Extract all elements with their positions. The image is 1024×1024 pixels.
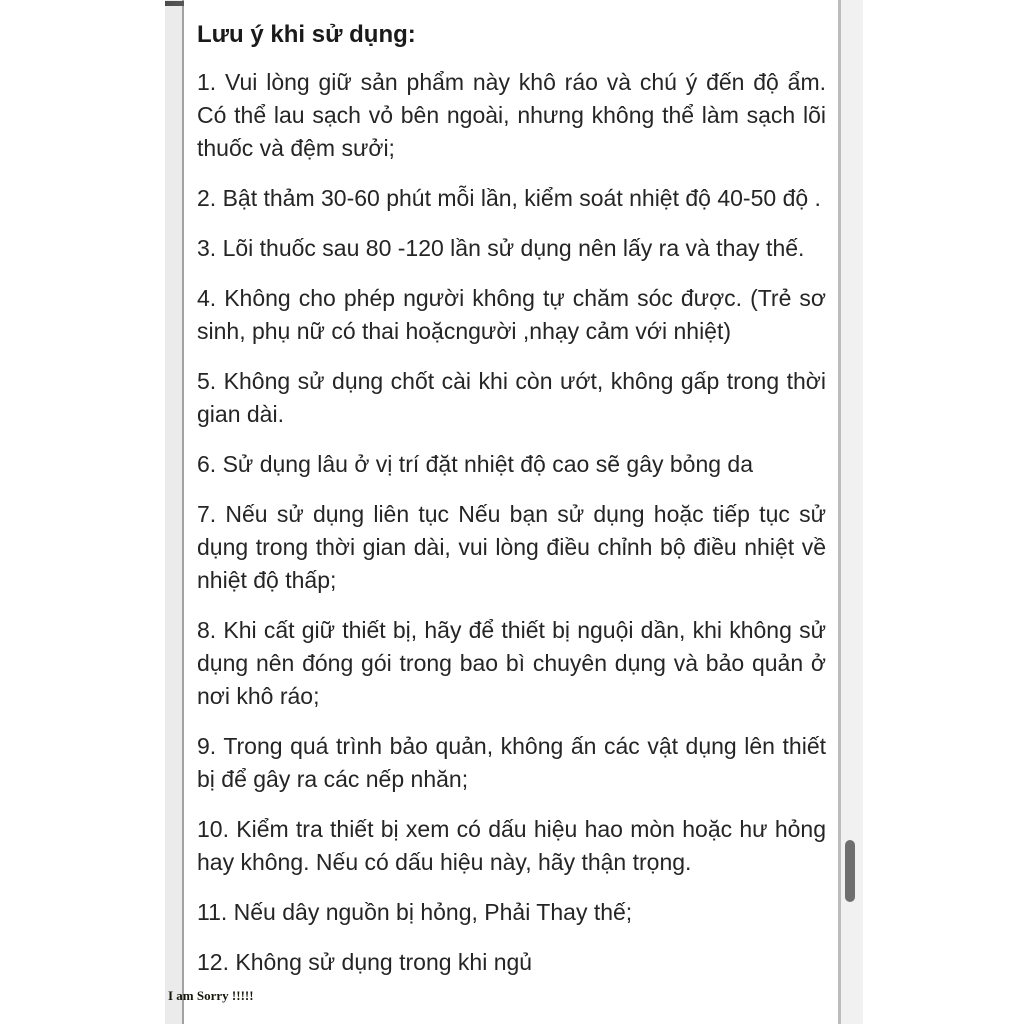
instruction-item-8: 8. Khi cất giữ thiết bị, hãy để thiết bị nguội dần, khi không sử dụng nên đóng gói trong bao bì chuyên dụng và bảo quản ở nơi khô ráo; bbox=[197, 617, 826, 709]
page-title: Lưu ý khi sử dụng: bbox=[197, 21, 416, 48]
instruction-item-11: 11. Nếu dây nguồn bị hỏng, Phải Thay thế; bbox=[197, 899, 633, 925]
instruction-item-5: 5. Không sử dụng chốt cài khi còn ướt, không gấp trong thời gian dài. bbox=[197, 368, 826, 427]
instruction-item-1: 1. Vui lòng giữ sản phẩm này khô ráo và chú ý đến độ ẩm. Có thể lau sạch vỏ bên ngoài, nhưng không thể làm sạch lõi thuốc và đệm sưởi; bbox=[197, 69, 826, 161]
instruction-item-10: 10. Kiểm tra thiết bị xem có dấu hiệu hao mòn hoặc hư hỏng hay không. Nếu có dấu hiệu này, hãy thận trọng. bbox=[197, 816, 826, 875]
instruction-item-9: 9. Trong quá trình bảo quản, không ấn các vật dụng lên thiết bị để gây ra các nếp nhăn; bbox=[197, 733, 826, 792]
scrollbar-thumb[interactable] bbox=[845, 840, 855, 902]
instruction-item-12: 12. Không sử dụng trong khi ngủ bbox=[197, 949, 533, 975]
instruction-item-7: 7. Nếu sử dụng liên tục Nếu bạn sử dụng hoặc tiếp tục sử dụng trong thời gian dài, vui lòng điều chỉnh bộ điều nhiệt về nhiệt độ thấp; bbox=[197, 501, 826, 593]
instruction-item-2: 2. Bật thảm 30-60 phút mỗi lần, kiểm soát nhiệt độ 40-50 độ . bbox=[197, 185, 821, 211]
instruction-item-4: 4. Không cho phép người không tự chăm sóc được. (Trẻ sơ sinh, phụ nữ có thai hoặcngười ,nhạy cảm với nhiệt) bbox=[197, 285, 826, 344]
instruction-item-6: 6. Sử dụng lâu ở vị trí đặt nhiệt độ cao sẽ gây bỏng da bbox=[197, 451, 754, 477]
instruction-item-3: 3. Lõi thuốc sau 80 -120 lần sử dụng nên lấy ra và thay thế. bbox=[197, 235, 805, 261]
document-body bbox=[184, 0, 838, 1024]
left-margin-strip bbox=[165, 0, 184, 1024]
watermark-text: I am Sorry !!!!! bbox=[168, 988, 254, 1003]
